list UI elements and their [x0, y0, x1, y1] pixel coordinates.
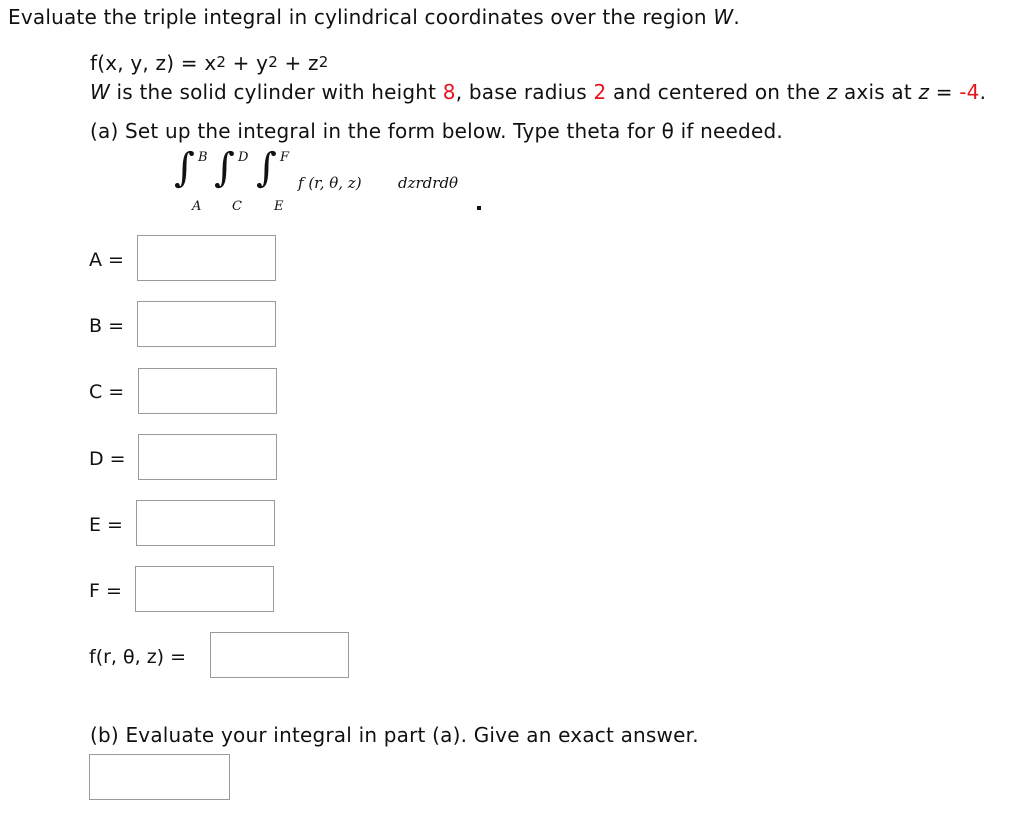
- label-e: E =: [89, 514, 123, 536]
- integral-sign-2: ∫: [214, 145, 235, 191]
- cylinder-radius: 2: [593, 80, 607, 104]
- input-f-function[interactable]: [210, 632, 349, 678]
- limit-c: C: [232, 199, 242, 214]
- label-c: C =: [89, 381, 125, 403]
- x-exponent: 2: [216, 53, 227, 71]
- input-e[interactable]: [136, 500, 275, 546]
- differentials: dzrdrdθ: [398, 174, 459, 192]
- region-variable: W: [713, 5, 734, 29]
- integrand: f (r, θ, z): [298, 174, 362, 192]
- intro-period: .: [733, 5, 740, 29]
- integral-sign-3: ∫: [256, 145, 277, 191]
- z-variable: z: [918, 80, 930, 104]
- cylinder-height: 8: [442, 80, 456, 104]
- label-b: B =: [89, 315, 124, 337]
- problem-intro: Evaluate the triple integral in cylindrical coordinates over the region: [8, 5, 707, 29]
- axis-variable: z: [826, 80, 838, 104]
- z-exponent: 2: [318, 53, 329, 71]
- input-f[interactable]: [135, 566, 274, 612]
- function-z-term: + z: [277, 51, 319, 75]
- integral-expression: [170, 145, 500, 220]
- input-b[interactable]: [137, 301, 276, 347]
- input-c[interactable]: [138, 368, 277, 414]
- label-f-function: f(r, θ, z) =: [89, 646, 187, 668]
- label-d: D =: [89, 448, 126, 470]
- limit-e: E: [274, 199, 284, 214]
- part-b-prompt: (b) Evaluate your integral in part (a). Give an exact answer.: [90, 723, 699, 747]
- equals-sign: =: [935, 80, 953, 104]
- region-description: [90, 80, 986, 104]
- input-a[interactable]: [137, 235, 276, 281]
- integral-sign-1: ∫: [174, 145, 195, 191]
- integral-period: [477, 206, 481, 210]
- description-period: .: [979, 80, 987, 104]
- limit-f: F: [280, 150, 290, 165]
- description-text-3: and centered on the: [612, 80, 821, 104]
- function-prefix: f(x, y, z) = x: [90, 51, 217, 75]
- description-text-1: is the solid cylinder with height: [116, 80, 437, 104]
- limit-a: A: [192, 199, 202, 214]
- cylinder-center: -4: [959, 80, 980, 104]
- description-variable: W: [90, 80, 110, 104]
- function-y-term: + y: [226, 51, 269, 75]
- part-a-prompt: (a) Set up the integral in the form below. Type theta for θ if needed.: [90, 119, 783, 143]
- description-text-2: , base radius: [455, 80, 587, 104]
- description-text-4: axis at: [843, 80, 912, 104]
- limit-b: B: [198, 150, 208, 165]
- label-f: F =: [89, 580, 122, 602]
- input-part-b[interactable]: [89, 754, 230, 800]
- problem-intro-line: [8, 5, 740, 29]
- y-exponent: 2: [268, 53, 278, 71]
- limit-d: D: [238, 150, 249, 165]
- label-a: A =: [89, 249, 124, 271]
- input-d[interactable]: [138, 434, 277, 480]
- function-definition: [90, 51, 329, 75]
